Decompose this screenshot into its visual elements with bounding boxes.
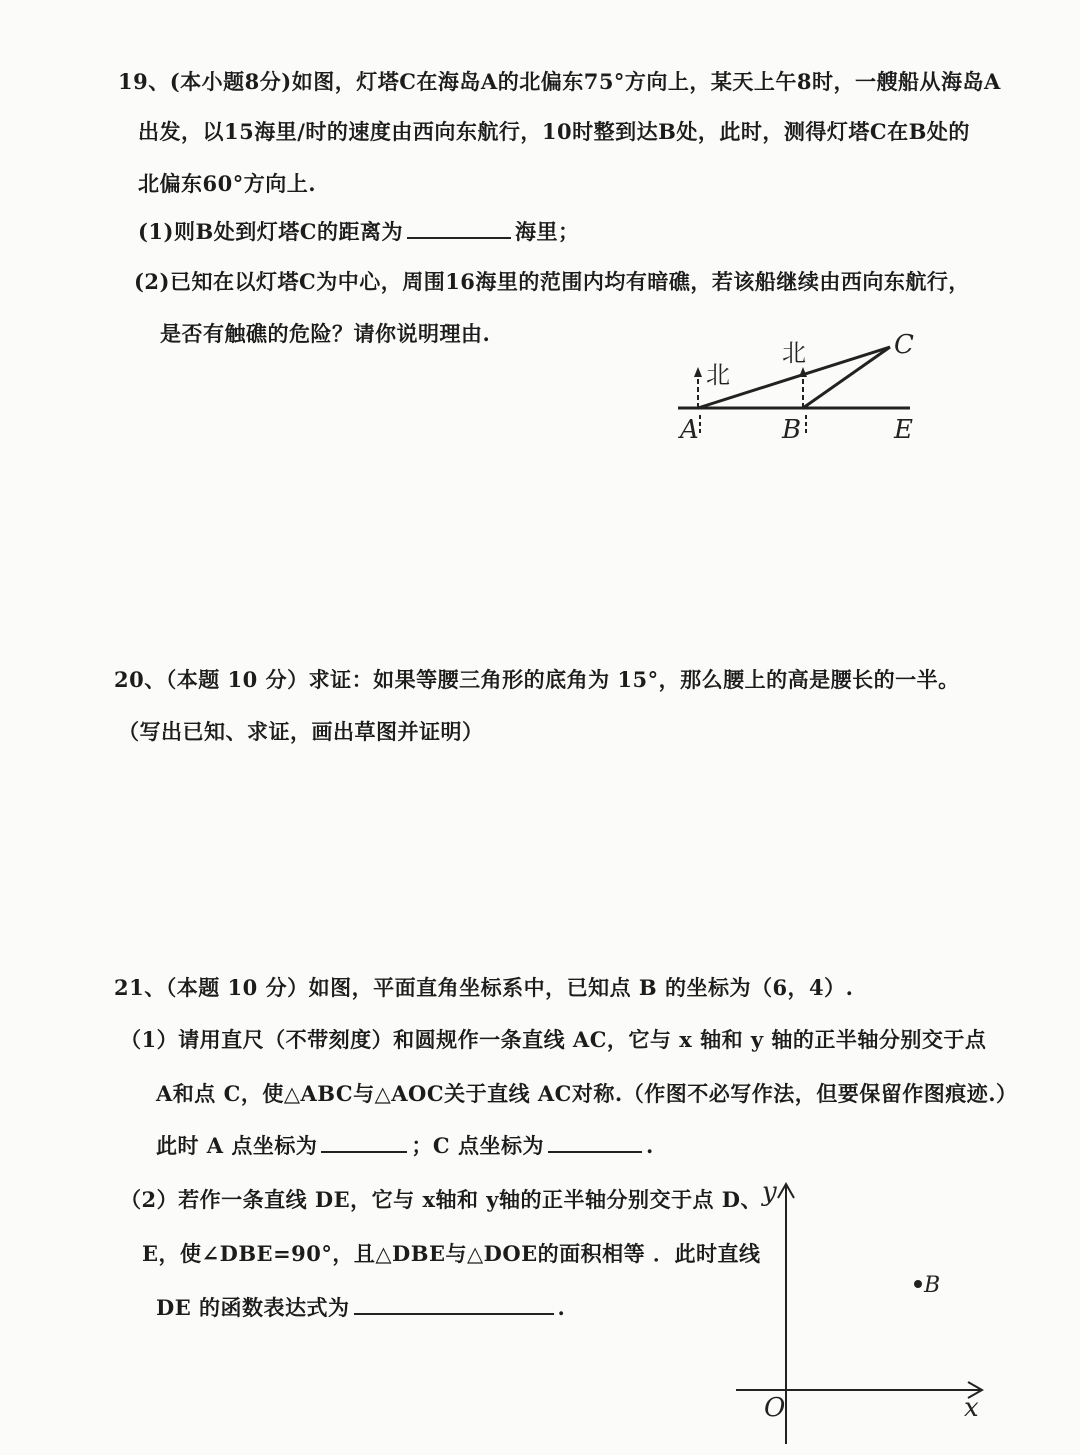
point-b bbox=[914, 1280, 922, 1288]
y-axis-label: y bbox=[762, 1177, 777, 1207]
q19-line-3: 北偏东60°方向上. bbox=[138, 171, 317, 196]
north-arrow-b bbox=[799, 367, 807, 377]
q19-part-1-prompt: (1)则B处到灯塔C的距离为 bbox=[138, 219, 403, 244]
q21-part-2-line-3: DE 的函数表达式为 . bbox=[156, 1295, 566, 1320]
q20-line-2: （写出已知、求证，画出草图并证明） bbox=[118, 719, 484, 744]
north-label-b: 北 bbox=[782, 339, 806, 367]
north-label-a: 北 bbox=[706, 361, 730, 389]
point-c-prompt: ；C 点坐标为 bbox=[411, 1133, 544, 1158]
point-a-prompt: 此时 A 点坐标为 bbox=[156, 1133, 318, 1158]
point-label-b: B bbox=[782, 415, 802, 445]
origin-label: O bbox=[764, 1393, 786, 1423]
q19-part-2-line-2: 是否有触礁的危险？请你说明理由. bbox=[160, 321, 491, 346]
de-expression-prompt: DE 的函数表达式为 bbox=[156, 1295, 350, 1320]
point-b-label: B bbox=[924, 1273, 941, 1298]
point-c-answer-blank[interactable] bbox=[548, 1150, 642, 1153]
coordinate-plane bbox=[730, 1176, 1000, 1446]
point-a-answer-blank[interactable] bbox=[321, 1150, 407, 1153]
q21-part-1-line-2: A和点 C，使△ABC与△AOC关于直线 AC对称.（作图不必写作法，但要保留作图痕迹.） bbox=[156, 1081, 1018, 1106]
q21-part-1-answers: 此时 A 点坐标为 ；C 点坐标为 . bbox=[156, 1133, 654, 1158]
x-axis-label: x bbox=[964, 1393, 979, 1423]
q21-part-2-line-1: （2）若作一条直线 DE，它与 x轴和 y轴的正半轴分别交于点 D、 bbox=[120, 1187, 763, 1212]
q21-line-1: 21、（本题 10 分）如图，平面直角坐标系中，已知点 B 的坐标为（6，4）. bbox=[114, 975, 854, 1000]
q19-part-1 bbox=[138, 216, 579, 246]
line-bc bbox=[803, 347, 890, 408]
north-arrow-a bbox=[694, 367, 702, 377]
point-label-e: E bbox=[894, 415, 913, 445]
point-label-c: C bbox=[894, 330, 914, 360]
q19-part-1-unit: 海里； bbox=[514, 219, 580, 244]
q19-figure bbox=[670, 325, 930, 450]
answer-blank[interactable] bbox=[407, 236, 511, 239]
q19-line-2: 出发，以15海里/时的速度由西向东航行，10时整到达B处，此时，测得灯塔C在B处的 bbox=[138, 119, 970, 144]
point-label-a: A bbox=[680, 415, 699, 445]
de-expression-answer-blank[interactable] bbox=[354, 1312, 554, 1315]
q21-part-2-line-2: E，使∠DBE=90°，且△DBE与△DOE的面积相等 ．此时直线 bbox=[142, 1241, 761, 1266]
q20-line-1: 20、（本题 10 分）求证：如果等腰三角形的底角为 15°，那么腰上的高是腰长的一半。 bbox=[114, 667, 960, 692]
q19-line-1: 19、(本小题8分)如图，灯塔C在海岛A的北偏东75°方向上，某天上午8时，一艘船从海岛A bbox=[118, 69, 1001, 94]
q19-part-2-line-1: (2)已知在以灯塔C为中心，周围16海里的范围内均有暗礁，若该船继续由西向东航行， bbox=[134, 269, 970, 294]
q21-part-1-line-1: （1）请用直尺（不带刻度）和圆规作一条直线 AC，它与 x 轴和 y 轴的正半轴分别交于点 bbox=[120, 1027, 987, 1052]
